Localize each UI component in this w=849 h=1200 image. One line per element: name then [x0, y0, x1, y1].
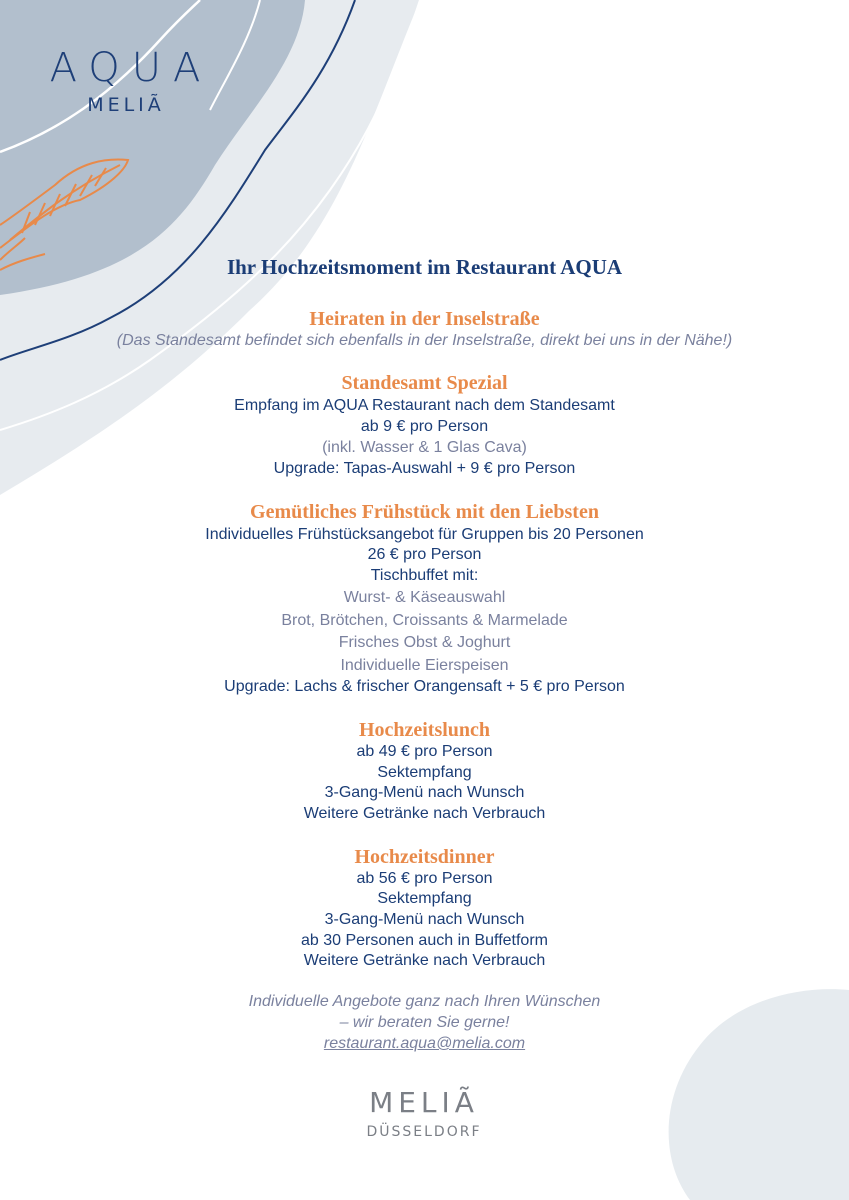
dinner-line: ab 30 Personen auch in Buffetform [301, 932, 548, 949]
lunch-line: Weitere Getränke nach Verbrauch [303, 805, 546, 822]
fruehstueck-line: Wurst- & Käseauswahl [343, 589, 506, 606]
fruehstueck-line: Brot, Brötchen, Croissants & Marmelade [281, 612, 568, 629]
standesamt-line: Upgrade: Tapas-Auswahl + 9 € pro Person [273, 460, 576, 477]
heading-inselstrasse: Heiraten in der Inselstraße [309, 308, 540, 330]
logo-melia-brand: MELIÃ [369, 1086, 479, 1119]
dinner-line: Sektempfang [377, 890, 472, 907]
fruehstueck-line: Individuelle Eierspeisen [340, 657, 509, 674]
footer-offer-text: Individuelle Angebote ganz nach Ihren Wünschen [248, 993, 601, 1010]
fruehstueck-line: Upgrade: Lachs & frischer Orangensaft + 5 € pro Person [224, 678, 625, 695]
fruehstueck-line: Frisches Obst & Joghurt [338, 634, 511, 651]
melia-duesseldorf-logo [324, 1088, 524, 1140]
heading-dinner: Hochzeitsdinner [354, 846, 495, 868]
heading-fruehstueck: Gemütliches Frühstück mit den Liebsten [250, 501, 599, 523]
email-line [0, 1035, 849, 1053]
dinner-line: ab 56 € pro Person [356, 870, 493, 887]
footer-advice-text: – wir beraten Sie gerne! [339, 1014, 510, 1031]
logo-aqua-text: AQUA [49, 45, 213, 91]
standesamt-line: ab 9 € pro Person [360, 418, 489, 435]
fruehstueck-line: Individuelles Frühstücksangebot für Gruppen bis 20 Personen [205, 526, 644, 543]
dinner-line: 3-Gang-Menü nach Wunsch [324, 911, 525, 928]
heading-lunch: Hochzeitslunch [358, 719, 491, 741]
dinner-line: Weitere Getränke nach Verbrauch [303, 952, 546, 969]
fruehstueck-line: 26 € pro Person [367, 546, 482, 563]
lunch-line: Sektempfang [377, 764, 472, 781]
email-link[interactable]: restaurant.aqua@melia.com [323, 1035, 526, 1052]
inselstrasse-note: (Das Standesamt befindet sich ebenfalls in der Inselstraße, direkt bei uns in der Nähe!) [116, 332, 733, 349]
page-title: Ihr Hochzeitsmoment im Restaurant AQUA [226, 255, 623, 279]
logo-melia-text: MELIÃ [87, 94, 165, 116]
logo-duesseldorf-text: DÜSSELDORF [366, 1124, 482, 1140]
aqua-melia-logo [30, 45, 222, 116]
fruehstueck-line: Tischbuffet mit: [370, 567, 479, 584]
lunch-line: 3-Gang-Menü nach Wunsch [324, 784, 525, 801]
lunch-line: ab 49 € pro Person [356, 743, 493, 760]
standesamt-line: Empfang im AQUA Restaurant nach dem Standesamt [234, 397, 615, 414]
heading-standesamt: Standesamt Spezial [341, 372, 508, 394]
standesamt-line: (inkl. Wasser & 1 Glas Cava) [322, 439, 527, 456]
